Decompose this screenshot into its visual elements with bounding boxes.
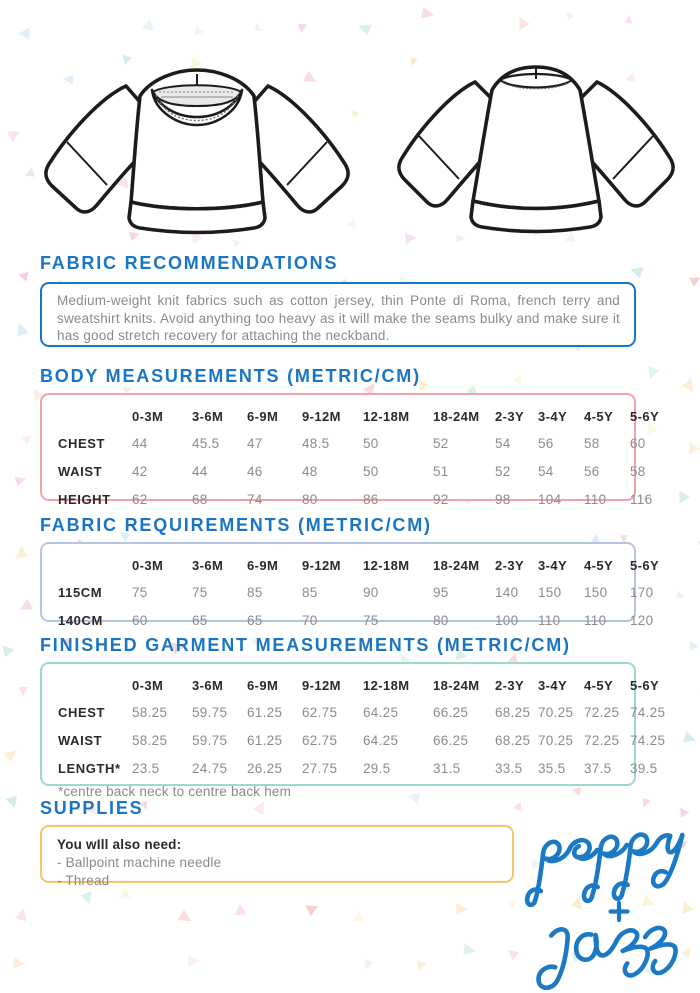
measurement-value: 74 (247, 491, 263, 507)
logo-plus (611, 903, 628, 920)
size-column-header: 2-3Y (495, 677, 525, 693)
measurement-value: 37.5 (584, 760, 612, 776)
measurement-value: 44 (192, 463, 208, 479)
measurement-value: 52 (433, 435, 449, 451)
triangle-decoration (12, 546, 29, 563)
body-measurements-heading: BODY MEASUREMENTS (METRIC/CM) (40, 366, 421, 386)
measurement-value: 29.5 (363, 760, 391, 776)
measurement-value: 70.25 (538, 732, 574, 748)
measurement-value: 110 (584, 612, 607, 628)
triangle-decoration (4, 746, 21, 763)
measurement-value: 74.25 (630, 704, 666, 720)
size-column-header: 4-5Y (584, 557, 614, 573)
supplies-item: - Ballpoint machine needle (57, 855, 222, 870)
measurement-value: 80 (433, 612, 449, 628)
sweatshirt-back-illustration (388, 52, 684, 236)
triangle-decoration (22, 432, 34, 444)
poppy-jazz-logo (524, 812, 700, 990)
triangle-decoration (689, 273, 700, 286)
measurement-value: 27.75 (302, 760, 338, 776)
length-footnote: *centre back neck to centre back hem (58, 784, 292, 799)
measurement-value: 66.25 (433, 732, 469, 748)
measurement-value: 64.25 (363, 704, 399, 720)
triangle-decoration (19, 272, 31, 284)
row-label: CHEST (58, 704, 106, 720)
triangle-decoration (505, 946, 519, 960)
measurement-value: 120 (630, 612, 654, 628)
size-column-header: 18-24M (433, 557, 480, 573)
size-column-header: 3-4Y (538, 677, 568, 693)
measurement-value: 60 (630, 435, 646, 451)
measurement-value: 23.5 (132, 760, 160, 776)
triangle-decoration (188, 955, 200, 967)
supplies-heading: SUPPLIES (40, 798, 144, 818)
row-label: WAIST (58, 463, 103, 479)
triangle-decoration (514, 18, 530, 34)
triangle-decoration (640, 798, 650, 809)
measurement-row (42, 457, 634, 485)
measurement-value: 62.75 (302, 732, 338, 748)
size-column-header: 3-4Y (538, 408, 568, 424)
triangle-decoration (624, 14, 633, 23)
measurement-value: 50 (363, 435, 379, 451)
measurement-value: 59.75 (192, 732, 228, 748)
size-column-header: 4-5Y (584, 408, 614, 424)
sweatshirt-front-illustration (26, 54, 368, 236)
triangle-decoration (420, 6, 435, 21)
measurement-row (42, 429, 634, 457)
row-label: 115CM (58, 584, 103, 600)
triangle-decoration (676, 591, 686, 601)
measurement-row (42, 485, 634, 513)
measurement-value: 86 (363, 491, 379, 507)
measurement-row (42, 726, 634, 754)
measurement-value: 39.5 (630, 760, 658, 776)
measurement-value: 104 (538, 491, 562, 507)
measurement-value: 24.75 (192, 760, 228, 776)
measurement-value: 58.25 (132, 732, 168, 748)
measurement-value: 150 (584, 584, 608, 600)
triangle-decoration (686, 641, 699, 654)
triangle-decoration (451, 900, 467, 916)
measurement-value: 64.25 (363, 732, 399, 748)
size-column-header: 0-3M (132, 557, 164, 573)
measurement-value: 56 (538, 435, 554, 451)
triangle-decoration (674, 488, 690, 504)
measurement-value: 62.75 (302, 704, 338, 720)
triangle-decoration (15, 907, 30, 922)
corner-cell (42, 552, 132, 578)
logo-word-poppy (524, 832, 686, 905)
size-header-row (42, 403, 634, 429)
measurement-value: 75 (192, 584, 208, 600)
corner-cell (42, 672, 132, 698)
measurement-value: 65 (192, 612, 208, 628)
triangle-decoration (647, 422, 660, 436)
measurement-value: 58.25 (132, 704, 168, 720)
triangle-decoration (7, 126, 23, 142)
size-column-header: 6-9M (247, 677, 279, 693)
measurement-value: 60 (132, 612, 148, 628)
measurement-value: 85 (247, 584, 263, 600)
measurement-value: 116 (630, 491, 653, 507)
measurement-value: 47 (247, 435, 263, 451)
triangle-decoration (506, 900, 517, 911)
body-measurements-table (40, 393, 660, 507)
triangle-decoration (177, 910, 193, 926)
fabric-recommendations-heading: FABRIC RECOMMENDATIONS (40, 253, 339, 273)
triangle-decoration (356, 20, 372, 36)
measurement-value: 75 (363, 612, 379, 628)
row-label: CHEST (58, 435, 106, 451)
size-column-header: 0-3M (132, 408, 164, 424)
supplies-item: - Thread (57, 873, 110, 888)
measurement-value: 33.5 (495, 760, 523, 776)
supplies-intro: You wIll also need: (57, 837, 182, 852)
fabric-recommendations-text: Medium-weight knit fabrics such as cotton jersey, thin Ponte di Roma, french terry and sweatshirt knits. Avoid anything too heavy as it will make the seams bulky and make sure it has good stretch recovery for attaching the neckband. (57, 293, 620, 343)
measurement-row (42, 698, 634, 726)
size-column-header: 3-6M (192, 408, 224, 424)
size-column-header: 6-9M (247, 557, 279, 573)
measurement-value: 45.5 (192, 435, 220, 451)
size-column-header: 3-4Y (538, 557, 568, 573)
measurement-value: 35.5 (538, 760, 566, 776)
size-column-header: 5-6Y (630, 677, 660, 693)
measurement-value: 100 (495, 612, 519, 628)
triangle-decoration (18, 27, 29, 39)
measurement-value: 26.25 (247, 760, 283, 776)
measurement-value: 48 (302, 463, 318, 479)
size-column-header: 6-9M (247, 408, 279, 424)
triangle-decoration (628, 264, 643, 279)
measurement-value: 46 (247, 463, 263, 479)
row-label: HEIGHT (58, 491, 111, 507)
triangle-decoration (353, 911, 363, 921)
size-column-header: 18-24M (433, 677, 480, 693)
triangle-decoration (142, 20, 158, 36)
corner-cell (42, 403, 132, 429)
triangle-decoration (417, 959, 428, 971)
fabric-requirements-heading: FABRIC REQUIREMENTS (METRIC/CM) (40, 515, 432, 535)
triangle-decoration (681, 379, 698, 396)
measurement-value: 72.25 (584, 704, 620, 720)
triangle-decoration (13, 322, 28, 337)
measurement-value: 170 (630, 584, 654, 600)
measurement-value: 110 (584, 491, 607, 507)
size-column-header: 18-24M (433, 408, 480, 424)
triangle-decoration (5, 795, 20, 809)
fabric-requirements-table (40, 542, 660, 628)
measurement-row (42, 578, 634, 606)
triangle-decoration (563, 9, 574, 20)
row-label: WAIST (58, 732, 103, 748)
triangle-decoration (195, 25, 207, 37)
measurement-value: 61.25 (247, 704, 283, 720)
size-header-row (42, 672, 634, 698)
triangle-decoration (117, 889, 131, 903)
row-label: 140CM (58, 612, 103, 628)
size-column-header: 9-12M (302, 677, 341, 693)
measurement-value: 50 (363, 463, 379, 479)
size-column-header: 2-3Y (495, 408, 525, 424)
measurement-value: 68.25 (495, 704, 531, 720)
row-label: LENGTH* (58, 760, 121, 776)
measurement-value: 65 (247, 612, 263, 628)
supplies-box (40, 825, 514, 888)
triangle-decoration (16, 598, 32, 614)
measurement-value: 74.25 (630, 732, 666, 748)
size-column-header: 3-6M (192, 557, 224, 573)
size-header-row (42, 552, 634, 578)
measurement-value: 70.25 (538, 704, 574, 720)
measurement-value: 68.25 (495, 732, 531, 748)
size-column-header: 12-18M (363, 408, 410, 424)
finished-garment-measurements-heading: FINISHED GARMENT MEASUREMENTS (METRIC/CM) (40, 635, 571, 655)
measurement-value: 52 (495, 463, 511, 479)
measurement-value: 58 (584, 435, 600, 451)
measurement-value: 54 (495, 435, 511, 451)
triangle-decoration (230, 236, 241, 247)
measurement-value: 42 (132, 463, 148, 479)
measurement-value: 90 (363, 584, 379, 600)
triangle-decoration (231, 905, 247, 921)
measurement-value: 85 (302, 584, 318, 600)
size-column-header: 5-6Y (630, 557, 660, 573)
size-column-header: 12-18M (363, 677, 410, 693)
measurement-value: 66.25 (433, 704, 469, 720)
triangle-decoration (683, 731, 697, 746)
triangle-decoration (695, 679, 700, 696)
triangle-decoration (645, 366, 660, 380)
finished-garment-measurements-table (40, 662, 666, 799)
measurement-value: 75 (132, 584, 148, 600)
measurement-value: 72.25 (584, 732, 620, 748)
triangle-decoration (306, 901, 321, 917)
triangle-decoration (361, 956, 374, 969)
triangle-decoration (18, 687, 28, 696)
size-column-header: 2-3Y (495, 557, 525, 573)
measurement-value: 31.5 (433, 760, 461, 776)
measurement-value: 51 (433, 463, 449, 479)
size-column-header: 9-12M (302, 557, 341, 573)
size-column-header: 4-5Y (584, 677, 614, 693)
measurement-value: 44 (132, 435, 148, 451)
measurement-value: 59.75 (192, 704, 228, 720)
measurement-value: 68 (192, 491, 208, 507)
measurement-value: 70 (302, 612, 318, 628)
measurement-value: 48.5 (302, 435, 330, 451)
measurement-value: 95 (433, 584, 449, 600)
triangle-decoration (3, 644, 16, 658)
triangle-decoration (15, 473, 28, 486)
measurement-value: 110 (538, 612, 561, 628)
measurement-value: 61.25 (247, 732, 283, 748)
size-column-header: 3-6M (192, 677, 224, 693)
triangle-decoration (689, 443, 700, 456)
measurement-value: 80 (302, 491, 318, 507)
triangle-decoration (297, 24, 308, 34)
size-column-header: 5-6Y (630, 408, 660, 424)
logo-word-jazz (533, 916, 678, 989)
measurement-value: 62 (132, 491, 148, 507)
measurement-value: 56 (584, 463, 600, 479)
size-column-header: 12-18M (363, 557, 410, 573)
fabric-recommendations-box (40, 282, 636, 347)
size-column-header: 9-12M (302, 408, 341, 424)
triangle-decoration (253, 23, 264, 34)
triangle-decoration (697, 328, 700, 342)
triangle-decoration (80, 891, 95, 905)
measurement-value: 98 (495, 491, 511, 507)
triangle-decoration (13, 957, 25, 970)
triangle-decoration (463, 944, 477, 958)
measurement-row (42, 754, 634, 782)
measurement-value: 92 (433, 491, 449, 507)
measurement-value: 58 (630, 463, 646, 479)
measurement-value: 140 (495, 584, 519, 600)
triangle-decoration (512, 372, 526, 386)
size-column-header: 0-3M (132, 677, 164, 693)
measurement-row (42, 606, 634, 634)
measurement-value: 150 (538, 584, 562, 600)
measurement-value: 54 (538, 463, 554, 479)
